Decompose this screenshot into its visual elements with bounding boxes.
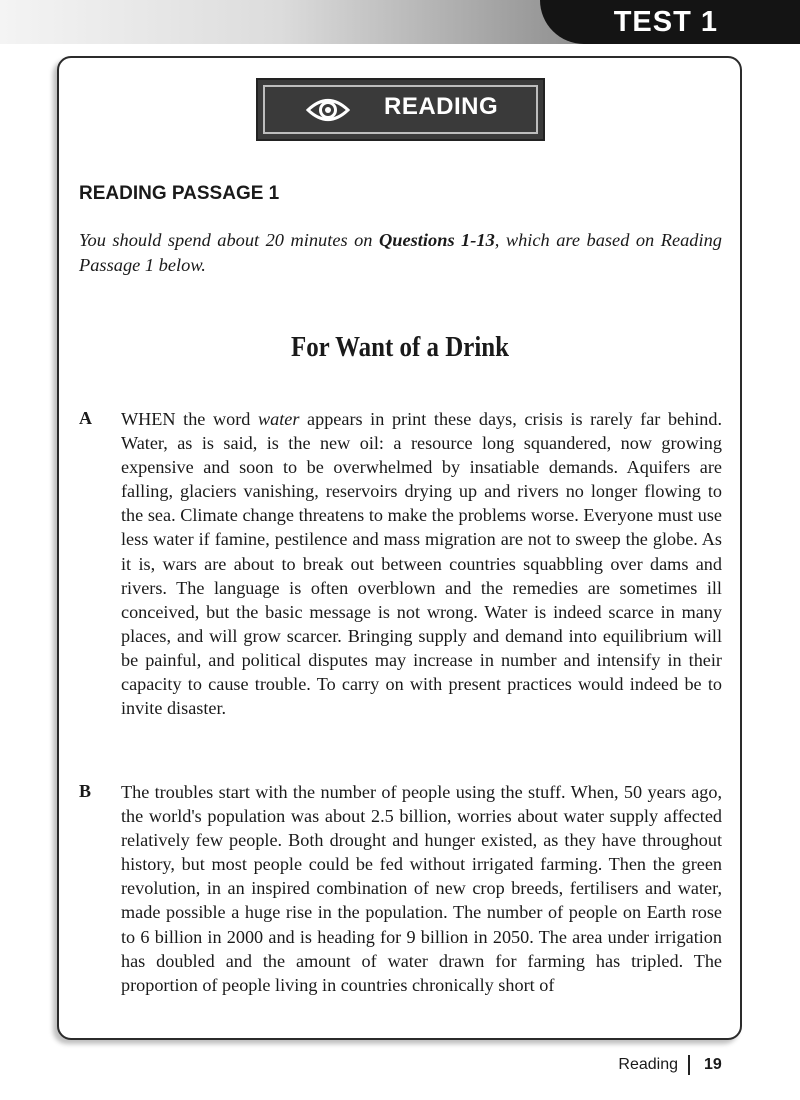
paragraph-b xyxy=(121,780,722,997)
footer-section-label: Reading xyxy=(618,1055,690,1075)
test-label: TEST 1 xyxy=(613,6,718,38)
paragraph-b-text: The troubles start with the number of people using the stuff. When, 50 years ago, the world's population was about 2.5 billion, worries about water supply affected relatively few people. Both drought and hunger existed, as they have throughout history, but most people could be fed without irrigated farming. Then the green revolution, in an inspired combination of new crop breeds, fertilisers and water, made possible a huge rise in the population. The number of people on Earth rose to 6 billion in 2000 and is heading for 9 billion in 2050. The area under irrigation has doubled and the amount of water drawn for farming has tripled. The proportion of people living in countries chronically short of xyxy=(121,782,722,995)
paragraph-a-text: appears in print these days, crisis is rarely far behind. Water, as is said, is the new oil: a resource long squandered, now growing expensive and soon to be overwhelmed by insatiable demands. Aquifers are falling, glaciers vanishing, reservoirs drying up and rivers no longer flowing to the sea. Climate change threatens to make the problems worse. Everyone must use less water if famine, pestilence and mass migration are not to sweep the globe. As it is, wars are about to break out between countries squabbling over dams and rivers. The language is often overblown and the remedies are sometimes ill conceived, but the basic message is not wrong. Water is indeed scarce in many places, and will grow scarcer. Bringing supply and demand into equilibrium will be painful, and political disputes may increase in number and intensify in their capacity to cause trouble. To carry on with present practices would indeed be to invite disaster. xyxy=(121,409,722,719)
paragraph-a-letter: A xyxy=(79,408,92,428)
page-number: 19 xyxy=(704,1056,722,1073)
instructions xyxy=(79,228,722,278)
banner-title: READING xyxy=(384,93,499,120)
paragraph-a xyxy=(121,407,722,720)
paragraph-a-lead: WHEN the word xyxy=(121,409,258,429)
instructions-questions: Questions 1-13 xyxy=(378,230,495,250)
instructions-text-2: , which are based on Reading Passage 1 below. xyxy=(79,230,722,275)
article-title: For Want of a Drink xyxy=(290,331,510,363)
paragraph-b-letter: B xyxy=(79,781,92,801)
eye-icon xyxy=(306,95,350,125)
instructions-text-1: You should spend about 20 minutes on xyxy=(79,230,379,250)
test-tab xyxy=(540,0,800,44)
reading-banner xyxy=(256,78,545,141)
passage-heading: READING PASSAGE 1 xyxy=(79,183,280,204)
paragraph-a-italic-word: water xyxy=(257,409,300,429)
